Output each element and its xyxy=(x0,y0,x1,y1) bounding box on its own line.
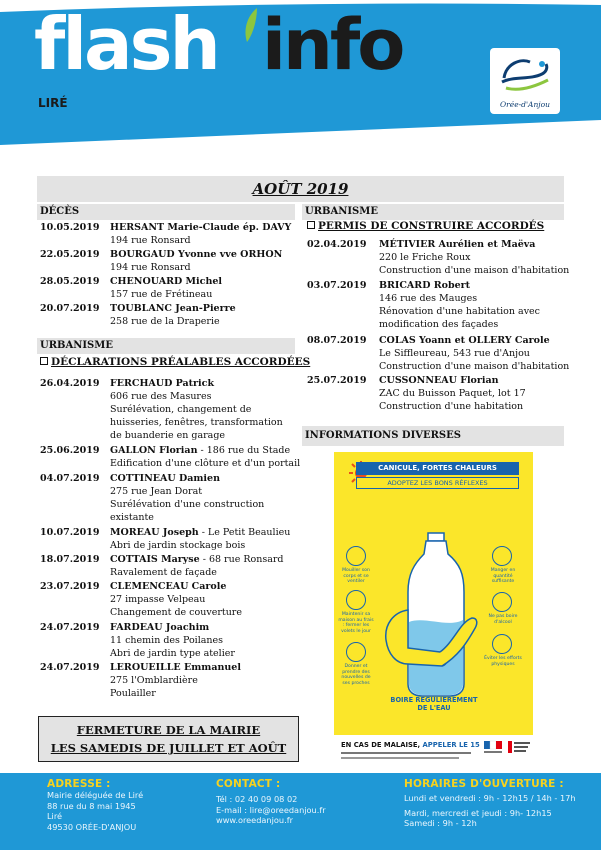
entry-detail: Changement de couverture xyxy=(110,607,242,618)
fermeture-line-2: LES SAMEDIS DE JUILLET ET AOÛT xyxy=(50,741,287,755)
tip-label: Manger en quantité suffisante xyxy=(490,568,516,584)
permis-subheading: PERMIS DE CONSTRUIRE ACCORDÉS xyxy=(307,220,544,232)
footer-address-title: ADRESSE : xyxy=(47,778,111,790)
entry-detail: 220 le Friche Roux xyxy=(379,252,471,263)
entry-date: 22.05.2019 xyxy=(40,249,100,260)
entry-date: 02.04.2019 xyxy=(307,239,367,250)
entry-name: BOURGAUD Yvonne vve ORHON xyxy=(110,249,283,260)
entry-detail: Edification d'une clôture et d'un portail xyxy=(110,458,301,469)
entry-address: - Le Petit Beaulieu xyxy=(198,527,291,538)
entry-name: MOREAU Joseph xyxy=(110,527,199,538)
entry-date: 24.07.2019 xyxy=(40,622,100,633)
entry-date: 23.07.2019 xyxy=(40,581,100,592)
entry-date: 18.07.2019 xyxy=(40,554,100,565)
entry-detail: ZAC du Buisson Paquet, lot 17 xyxy=(379,388,526,399)
deces-heading: DÉCÈS xyxy=(37,204,295,220)
oree-anjou-logo xyxy=(490,48,560,114)
logo-caption: Orée-d'Anjou xyxy=(500,100,550,109)
footer-contact-title: CONTACT : xyxy=(216,778,281,790)
entry-detail: 194 rue Ronsard xyxy=(110,262,191,273)
entry-name: HERSANT Marie-Claude ép. DAVY xyxy=(110,222,292,233)
entry-detail: Rénovation d'une habitation avec modification des façades xyxy=(379,306,540,330)
entry-name: CHENOUARD Michel xyxy=(110,276,223,287)
fermeture-notice xyxy=(38,716,299,762)
entry-detail: 194 rue Ronsard xyxy=(110,235,191,246)
entry-detail: Le Siffleureau, 543 rue d'Anjou xyxy=(379,348,530,359)
entry-name: CUSSONNEAU Florian xyxy=(379,375,499,386)
month-title: AOÛT 2019 xyxy=(252,180,349,198)
entry-name: MÉTIVIER Aurélien et Maëva xyxy=(379,239,536,250)
entry-detail: Surélévation, changement de huisseries, fenêtres, transformation de buanderie en garage xyxy=(110,404,283,441)
entry-detail: Surélévation d'une construction existante xyxy=(110,499,265,523)
footer-email-link[interactable]: E-mail : lire@oreedanjou.fr xyxy=(216,804,326,815)
entry-detail: 157 rue de Frétineau xyxy=(110,289,213,300)
entry-date: 10.07.2019 xyxy=(40,527,100,538)
canicule-poster xyxy=(334,452,533,735)
entry-date: 25.07.2019 xyxy=(307,375,367,386)
leaf-apostrophe-icon xyxy=(243,8,257,42)
tip-label: Donner et prendre des nouvelles de ses proches xyxy=(341,664,371,686)
informations-heading: INFORMATIONS DIVERSES xyxy=(302,426,564,446)
entry-address: - 186 rue du Stade xyxy=(197,445,291,456)
entry-name: BRICARD Robert xyxy=(379,280,471,291)
entry-detail: 606 rue des Masures xyxy=(110,391,212,402)
entry-name: CLEMENCEAU Carole xyxy=(110,581,227,592)
entry-detail: Ravalement de façade xyxy=(110,567,217,578)
poster-main-advice: BOIRE RÉGULIÈREMENT DE L'EAU xyxy=(390,696,478,712)
poster-subtitle: ADOPTEZ LES BONS RÉFLEXES xyxy=(356,477,519,489)
entry-name: TOUBLANC Jean-Pierre xyxy=(110,303,236,314)
footer-website-link[interactable]: www.oreedanjou.fr xyxy=(216,815,293,825)
entry-detail: Poulailler xyxy=(110,688,156,699)
urbanisme-heading-right: URBANISME xyxy=(302,204,564,220)
month-title-bar xyxy=(37,176,564,202)
entry-detail: 27 impasse Velpeau xyxy=(110,594,206,605)
checkbox-square-icon xyxy=(307,221,315,229)
brand-info-word: info xyxy=(262,4,403,86)
entry-address: - 68 rue Ronsard xyxy=(199,554,284,565)
entry-name: FERCHAUD Patrick xyxy=(110,378,215,389)
declarations-subheading: DÉCLARATIONS PRÉALABLES ACCORDÉES xyxy=(40,356,310,368)
entry-detail: Construction d'une maison d'habitation xyxy=(379,265,570,276)
entry-detail: 258 rue de la Draperie xyxy=(110,316,220,327)
entry-date: 28.05.2019 xyxy=(40,276,100,287)
entry-detail: Abri de jardin stockage bois xyxy=(110,540,246,551)
fan-icon xyxy=(346,546,366,566)
entry-name: COTTAIS Maryse xyxy=(110,554,200,565)
entry-name: COTTINEAU Damien xyxy=(110,473,220,484)
entry-date: 26.04.2019 xyxy=(40,378,100,389)
entry-date: 25.06.2019 xyxy=(40,445,100,456)
entry-date: 04.07.2019 xyxy=(40,473,100,484)
poster-title: CANICULE, FORTES CHALEURS xyxy=(356,462,519,475)
checkbox-square-icon xyxy=(40,357,48,365)
town-name: LIRÉ xyxy=(38,96,68,110)
footer-address: ADRESSE : Mairie déléguée de Liré 88 rue du 8 mai 1945 Liré 49530 ORÉE-D'ANJOU xyxy=(47,778,144,832)
header-banner xyxy=(0,0,601,145)
house-icon xyxy=(346,590,366,610)
entry-detail: 146 rue des Mauges xyxy=(379,293,478,304)
footer xyxy=(0,773,601,850)
plate-icon xyxy=(492,546,512,566)
tip-label: Mouiller son corps et se ventiler xyxy=(342,568,370,584)
entry-detail: 11 chemin des Poilanes xyxy=(110,635,224,646)
entry-detail: Abri de jardin type atelier xyxy=(110,648,235,659)
tip-label: Éviter les efforts physiques xyxy=(484,656,522,667)
brand-flash-word: flash xyxy=(34,2,218,86)
entry-detail: 275 rue Jean Dorat xyxy=(110,486,203,497)
entry-date: 03.07.2019 xyxy=(307,280,367,291)
entry-name: LEROUEILLE Emmanuel xyxy=(110,662,241,673)
fermeture-line-1: FERMETURE DE LA MAIRIE xyxy=(76,723,261,737)
oree-anjou-emblem-icon xyxy=(490,50,560,100)
tip-label: Maintenir sa maison au frais : fermer les volets le jour xyxy=(338,612,374,634)
entry-detail: 275 l'Omblardière xyxy=(110,675,198,686)
no-effort-icon xyxy=(492,634,512,654)
fine-print-lines xyxy=(341,751,476,761)
no-alcohol-icon xyxy=(492,592,512,612)
entry-name: FARDEAU Joachim xyxy=(110,622,210,633)
entry-name: COLAS Yoann et OLLERY Carole xyxy=(379,335,550,346)
entry-detail: Construction d'une habitation xyxy=(379,401,524,412)
entry-date: 08.07.2019 xyxy=(307,335,367,346)
footer-hours-title: HORAIRES D'OUVERTURE : xyxy=(404,778,564,790)
government-logos-icon xyxy=(484,739,532,759)
malaise-line: EN CAS DE MALAISE, APPELER LE 15 xyxy=(341,741,480,749)
footer-hours: HORAIRES D'OUVERTURE : Lundi et vendredi : 9h - 12h15 / 14h - 17h Mardi, mercredi et jeudi : 9h- 12h15 Samedi : 9h - 12h xyxy=(404,778,576,828)
phone-icon xyxy=(346,642,366,662)
entry-name: GALLON Florian xyxy=(110,445,198,456)
footer-contact xyxy=(216,778,326,826)
entry-date: 20.07.2019 xyxy=(40,303,100,314)
footer-phone: Tél : 02 40 09 08 02 xyxy=(216,794,298,804)
entry-date: 24.07.2019 xyxy=(40,662,100,673)
entry-detail: Construction d'une maison d'habitation xyxy=(379,361,570,372)
urbanisme-heading-left: URBANISME xyxy=(37,338,295,354)
tip-label: Ne pas boire d'alcool xyxy=(488,614,518,625)
entry-date: 10.05.2019 xyxy=(40,222,100,233)
